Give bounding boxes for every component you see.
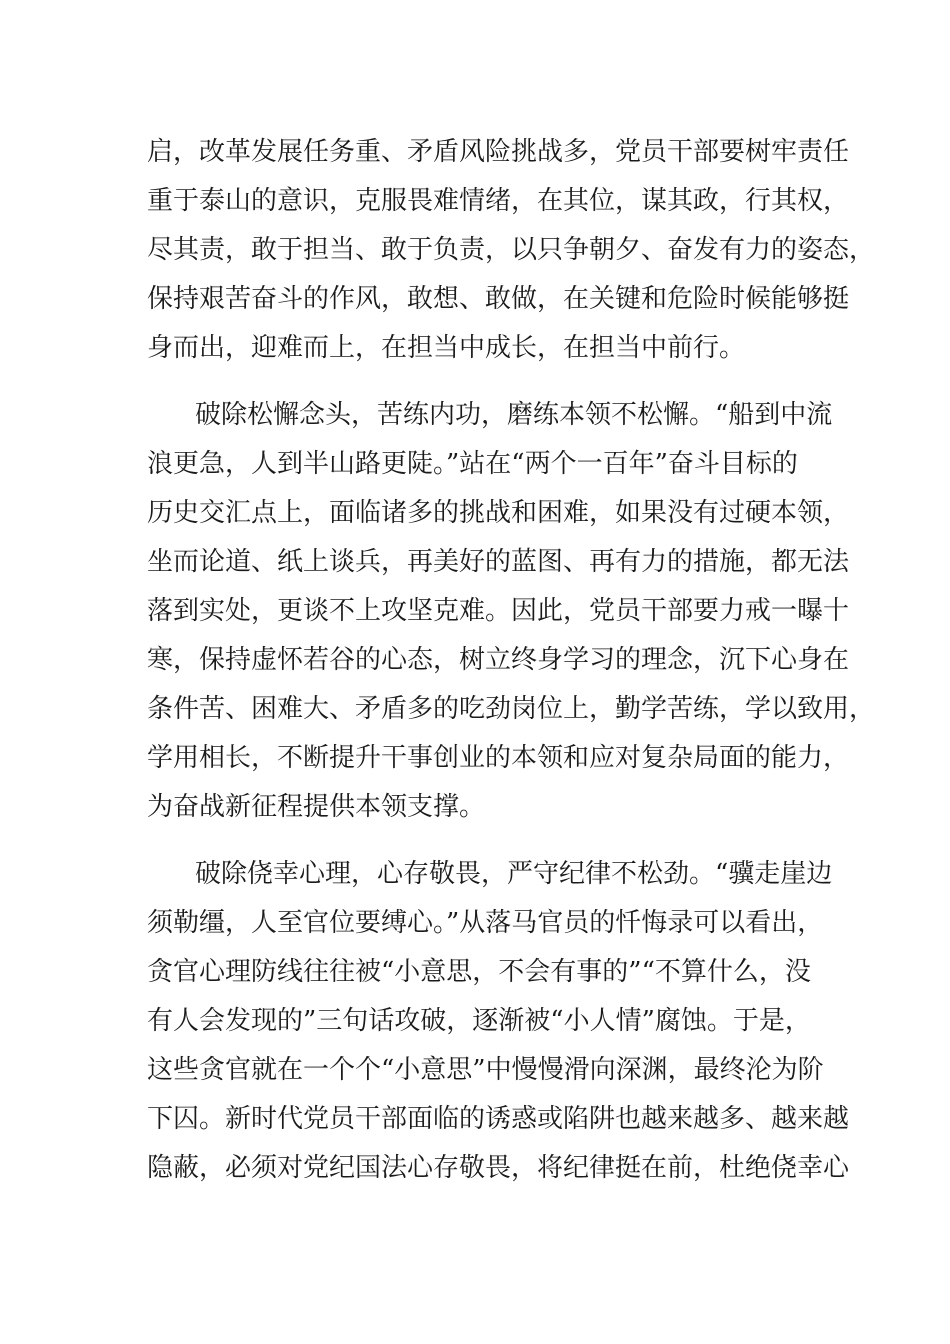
paragraph-3-line-4: 有人会发现的”三句话攻破，逐渐被“小人情”腐蚀。于是， xyxy=(147,1006,811,1036)
paragraph-3-line-2: 须勒缰，人至官位要缚心。”从落马官员的忏悔录可以看出， xyxy=(147,908,824,938)
paragraph-3-line-3: 贪官心理防线往往被“小意思，不会有事的”“不算什么，没 xyxy=(147,957,811,987)
paragraph-2-line-2: 浪更急，人到半山路更陡。”站在“两个一百年”奋斗目标的 xyxy=(147,449,798,479)
paragraph-2-line-9: 为奋战新征程提供本领支撑。 xyxy=(147,792,486,822)
paragraph-3-line-5: 这些贪官就在一个个“小意思”中慢慢滑向深渊，最终沦为阶 xyxy=(147,1055,824,1085)
paragraph-3-line-7: 隐蔽，必须对党纪国法心存敬畏，将纪律挺在前，杜绝侥幸心 xyxy=(147,1153,850,1183)
paragraph-2-line-5: 落到实处，更谈不上攻坚克难。因此，党员干部要力戒一曝十 xyxy=(147,596,850,626)
paragraph-1-line-5: 身而出，迎难而上，在担当中成长，在担当中前行。 xyxy=(147,333,746,363)
paragraph-2-line-4: 坐而论道、纸上谈兵，再美好的蓝图、再有力的措施，都无法 xyxy=(147,547,850,577)
paragraph-3-line-1: 破除侥幸心理，心存敬畏，严守纪律不松劲。“骥走崖边 xyxy=(195,859,833,889)
paragraph-3-line-6: 下囚。新时代党员干部面临的诱惑或陷阱也越来越多、越来越 xyxy=(147,1104,850,1134)
paragraph-1-line-1: 启，改革发展任务重、矛盾风险挑战多，党员干部要树牢责任 xyxy=(147,137,850,167)
paragraph-2-line-7: 条件苦、困难大、矛盾多的吃劲岗位上，勤学苦练，学以致用， xyxy=(147,694,876,724)
paragraph-1-line-2: 重于泰山的意识，克服畏难情绪，在其位，谋其政，行其权， xyxy=(147,186,850,216)
paragraph-2-line-8: 学用相长，不断提升干事创业的本领和应对复杂局面的能力， xyxy=(147,743,850,773)
paragraph-2-line-3: 历史交汇点上，面临诸多的挑战和困难，如果没有过硬本领， xyxy=(147,498,850,528)
paragraph-1-line-4: 保持艰苦奋斗的作风，敢想、敢做，在关键和危险时候能够挺 xyxy=(147,284,850,314)
paragraph-2-line-1: 破除松懈念头，苦练内功，磨练本领不松懈。“船到中流 xyxy=(195,400,833,430)
paragraph-2-line-6: 寒，保持虚怀若谷的心态，树立终身学习的理念，沉下心身在 xyxy=(147,645,850,675)
paragraph-1-line-3: 尽其责，敢于担当、敢于负责，以只争朝夕、奋发有力的姿态， xyxy=(147,235,876,265)
